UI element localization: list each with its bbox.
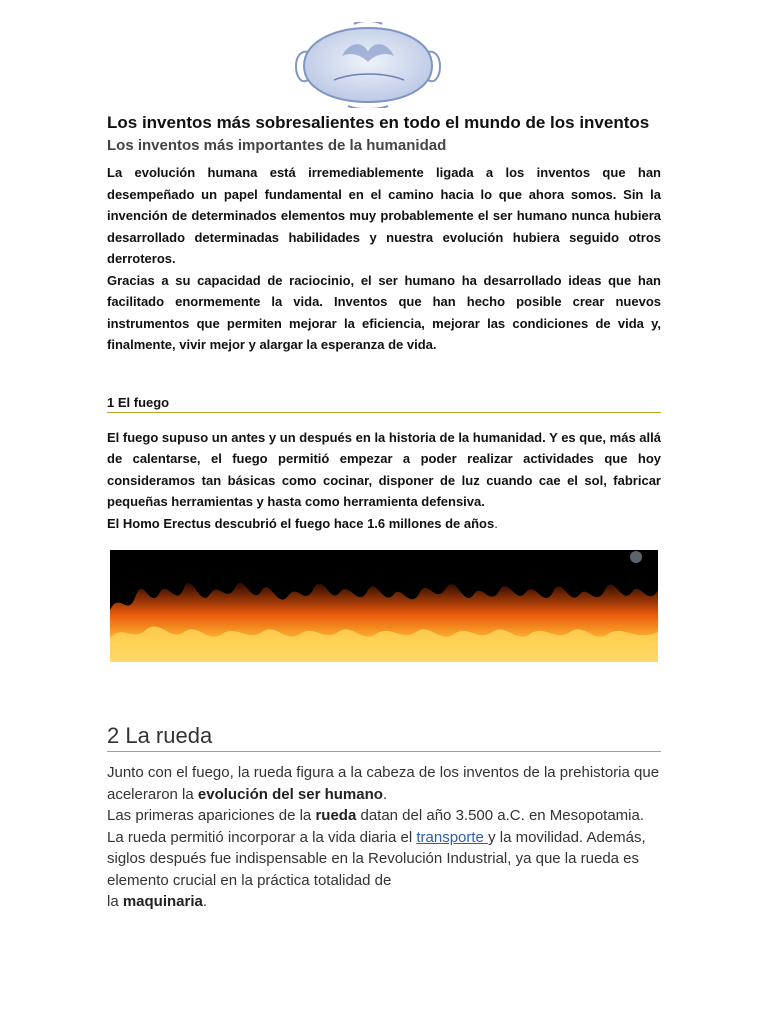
rueda-paragraph-1: Junto con el fuego, la rueda figura a la cabeza de los inventos de la prehistoria que aceleraron la evolución del ser humano. bbox=[107, 764, 660, 803]
fire-image bbox=[110, 550, 658, 662]
rueda-paragraph-3: La rueda permitió incorporar a la vida diaria el transporte y la movilidad. Además, siglos después fue indispensable en la Revolución Industrial, ya que la rueda es elemento crucial en la práctica totalidad de la maquinaria. bbox=[107, 828, 646, 910]
intro-paragraph-1: La evolución humana está irremediablemente ligada a los inventos que han desempeñado un papel fundamental en el camino hacia lo que ahora somos. Sin la invención de determinados elementos muy probablemente el ser humano nunca hubiera desarrollado determinadas habilidades y nuestra evolución hubiera seguido otros derroteros. bbox=[107, 165, 661, 266]
fuego-paragraph: El fuego supuso un antes y un después en la historia de la humanidad. Y es que, más allá de calentarse, el fuego permitió empezar a poder realizar actividades que hoy consideramos tan básicas como cocinar, disponer de luz cuando cae el sol, fabricar pequeñas herramientas y hasta como herramienta defensiva. bbox=[107, 429, 661, 509]
transporte-link[interactable]: transporte bbox=[416, 828, 489, 846]
ornamental-logo bbox=[294, 22, 442, 108]
page-subtitle: Los inventos más importantes de la humanidad bbox=[107, 137, 447, 154]
document-body bbox=[107, 112, 661, 913]
section-heading-rueda: 2 La rueda bbox=[107, 722, 661, 752]
intro-paragraph-2: Gracias a su capacidad de raciocinio, el ser humano ha desarrollado ideas que han facilitado enormemente la vida. Inventos que han hecho posible crear nuevos instrumentos que permiten mejorar la eficiencia, mejorar las condiciones de vida y, finalmente, vivir mejor y alargar la esperanza de vida. bbox=[107, 272, 661, 352]
section-heading-fuego: 1 El fuego bbox=[107, 394, 661, 413]
rueda-paragraph-2: Las primeras apariciones de la rueda datan del año 3.500 a.C. en Mesopotamia. bbox=[107, 807, 645, 824]
page-title: Los inventos más sobresalientes en todo el mundo de los inventos bbox=[107, 113, 650, 132]
fuego-fact: El Homo Erectus descubrió el fuego hace 1.6 millones de años. bbox=[107, 515, 498, 531]
